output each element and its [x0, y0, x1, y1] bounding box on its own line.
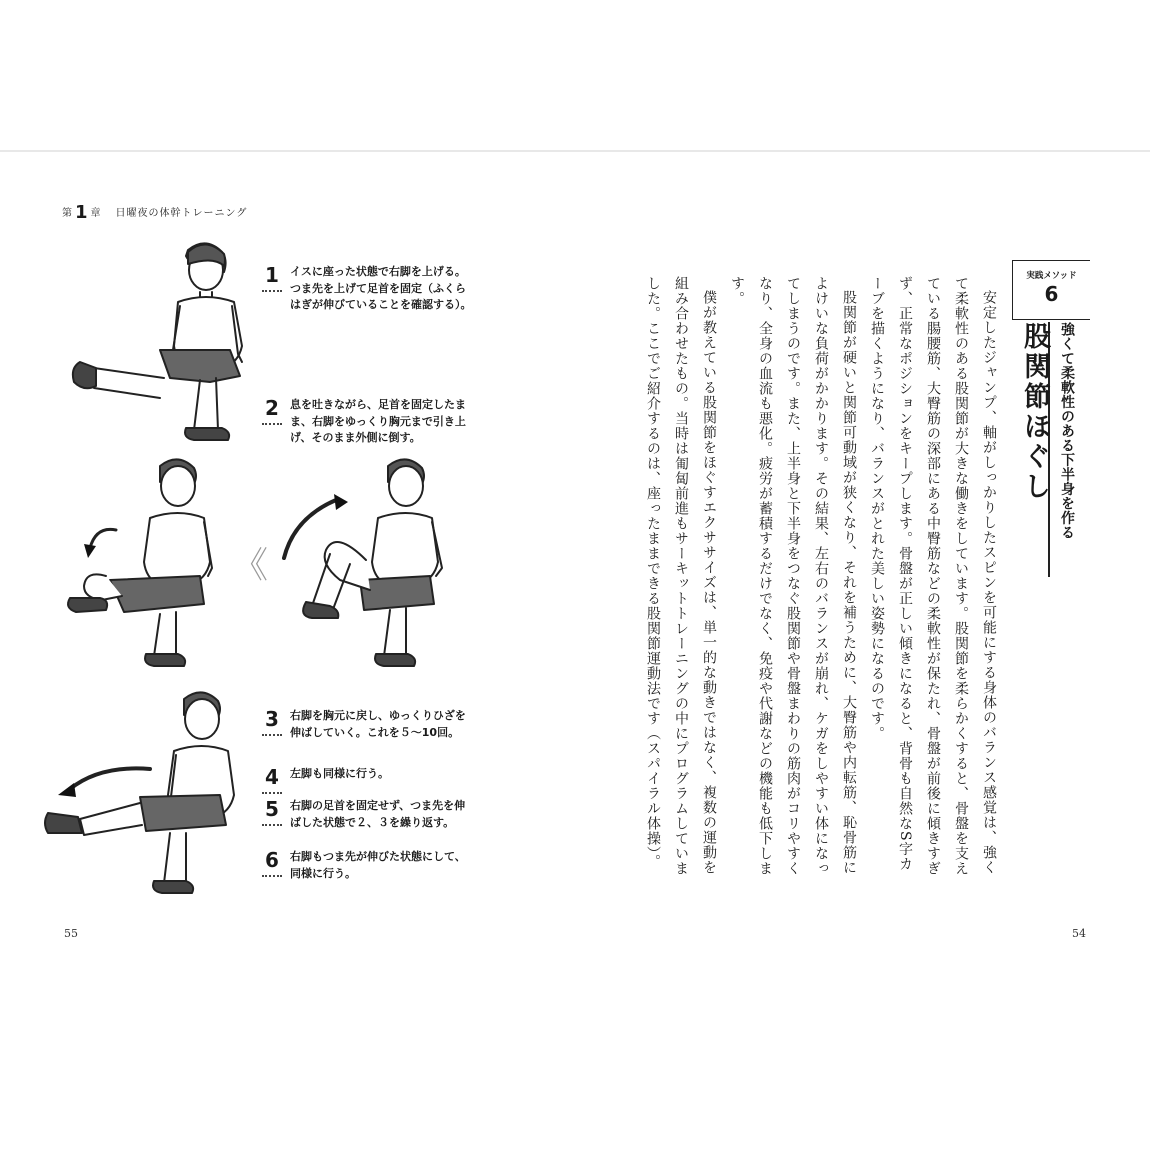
- step-text: 右脚の足首を固定せず、つま先を伸 ばした状態で２、３を繰り返す。: [290, 799, 466, 829]
- right-page: [575, 152, 1150, 1002]
- step-number: 3: [258, 708, 286, 730]
- step-text: イスに座った状態で右脚を上げる。 つま先を上げて足首を固定（ふくら はぎが伸びていることを確認する）。: [290, 265, 472, 311]
- step-number: 5: [258, 798, 286, 820]
- step-5: [258, 798, 508, 831]
- body-text: [645, 276, 1003, 886]
- section-subtitle: 強くて柔軟性のある下半身を作る: [1059, 322, 1075, 540]
- step-text: 右脚もつま先が伸びた状態にして、 同様に行う。: [290, 850, 466, 880]
- paragraph: 股関節が硬いと関節可動域が狭くなり、それを補うために、大臀筋や内転筋、恥骨筋によけいな負荷がかかります。その結果、左右のバランスが崩れ、ケガをしやすい体になってしまうのです。また、上半身と下半身をつなぐ股関節や骨盤まわりの筋肉がコリやすくなり、全身の血流も悪化。疲労が蓄積するだけでなく、免疫や代謝などの機能も低下します。: [729, 276, 857, 876]
- step-number: 1: [258, 264, 286, 286]
- step-number: 4: [258, 766, 286, 788]
- step-4: [258, 766, 508, 788]
- step-2: [258, 397, 508, 447]
- page-number: 55: [64, 927, 78, 940]
- chapter-number: 1: [75, 202, 89, 223]
- page-number: 54: [1072, 927, 1086, 940]
- paragraph: 僕が教えている股関節をほぐすエクササイズは、単一的な動きではなく、複数の運動を組み合わせたもの。当時は匍匐前進もサーキットトレーニングの中にプログラムしていました。ここでご紹介するのは、座ったままできる股関節運動法です（スパイラル体操）。: [645, 276, 717, 876]
- method-number: 6: [1044, 282, 1059, 306]
- left-page: [0, 152, 575, 1002]
- chapter-prefix: 第: [62, 208, 73, 219]
- step-3: [258, 708, 508, 741]
- running-header: [62, 200, 247, 221]
- step-text: 息を吐きながら、足首を固定したま ま、右脚をゆっくり胸元まで引き上 げ、そのまま外側に倒す。: [290, 398, 466, 444]
- step-6: [258, 849, 508, 882]
- transition-arrow-icon: 《: [232, 545, 269, 586]
- method-label-box: [1012, 260, 1090, 320]
- figure-step-1: [60, 232, 250, 447]
- step-number: 2: [258, 397, 286, 419]
- chapter-title: 日曜夜の体幹トレーニング: [115, 208, 248, 219]
- step-number: 6: [258, 849, 286, 871]
- figure-step-2-rotate-out: [60, 450, 230, 680]
- paragraph: 安定したジャンプ、軸がしっかりしたスピンを可能にする身体のバランス感覚は、強くて柔軟性のある股関節が大きな働きをしています。股関節を柔らかくすると、骨盤を支えている腸腰筋、大臀筋の深部にある中臀筋などの柔軟性が保たれ、骨盤が前後に傾きすぎず、正常なポジションをキープします。骨盤が正しい傾きになると、背骨も自然なS字カーブを描くようになり、バランスがとれた美しい姿勢になるのです。: [869, 276, 997, 876]
- step-text: 右脚を胸元に戻し、ゆっくりひざを 伸ばしていく。これを５～10回。: [290, 709, 466, 739]
- step-1: [258, 264, 508, 314]
- figure-step-2-knee-up: [270, 450, 460, 680]
- section-title: 股関節ほぐし: [1019, 322, 1050, 502]
- figure-step-3: [40, 687, 240, 902]
- method-label: 実践メソッド: [1026, 271, 1077, 281]
- chapter-suffix: 章: [90, 208, 102, 219]
- step-text: 左脚も同様に行う。: [290, 767, 389, 780]
